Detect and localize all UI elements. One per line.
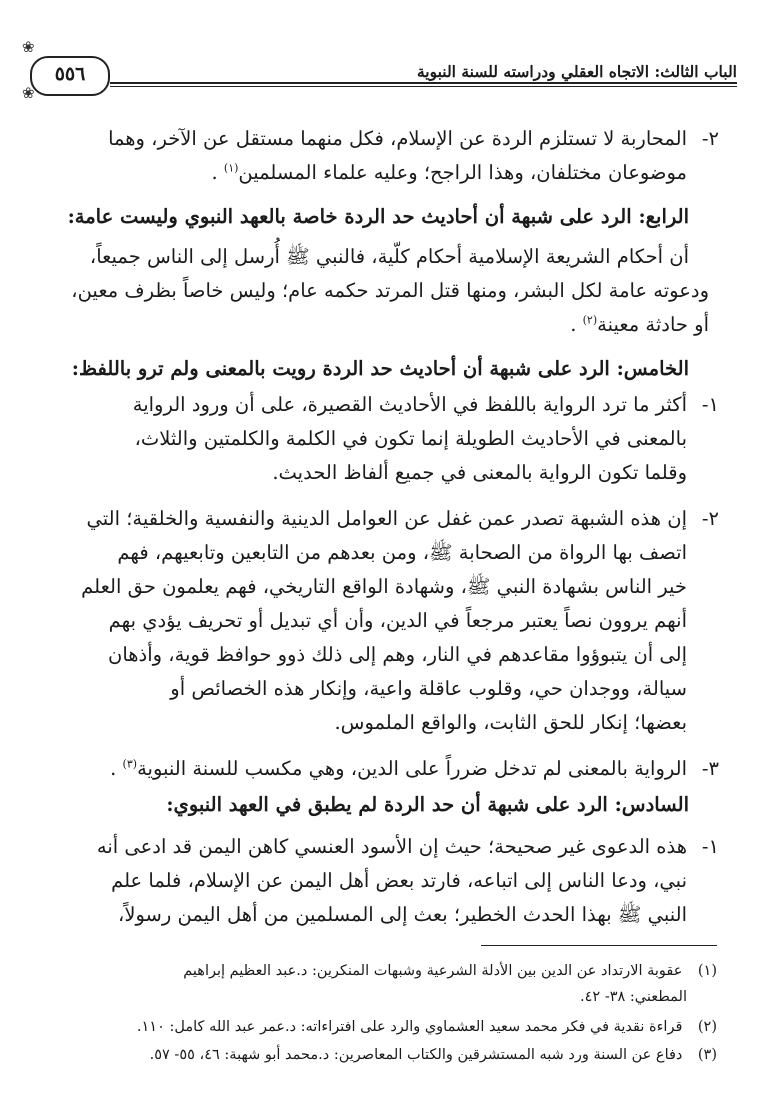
list-number: ١- bbox=[701, 393, 719, 416]
paragraph-line: بعضها؛ إنكار للحق الثابت، والواقع الملموس. bbox=[334, 711, 687, 734]
paragraph-line: النبي ﷺ بهذا الحدث الخطير؛ بعث إلى المسلمين من أهل اليمن رسولاً، bbox=[118, 903, 687, 926]
ornament-top-icon: ❀ bbox=[22, 38, 35, 56]
footnote-ref: (٢) bbox=[582, 313, 598, 327]
page-header bbox=[18, 38, 743, 102]
footnote-2: (٢) قراءة نقدية في فكر محمد سعيد العشماوي والرد على افتراءاته: د.عمر عبد الله كامل: ١١٠. bbox=[136, 1019, 717, 1035]
list-number: ٢- bbox=[701, 127, 719, 150]
paragraph-line: إن هذه الشبهة تصدر عمن غفل عن العوامل الدينية والنفسية والخلقية؛ التي bbox=[86, 507, 687, 530]
section-heading: الخامس: الرد على شبهة أن أحاديث حد الردة رويت بالمعنى ولم ترو باللفظ: bbox=[71, 357, 689, 380]
paragraph-line: أو حادثة معينة$^{(٢)}$ . bbox=[570, 313, 709, 336]
footnote-1: (١) عقوبة الارتداد عن الدين بين الأدلة الشرعية وشبهات المنكرين: د.عبد العظيم إبراهيم bbox=[183, 963, 717, 979]
paragraph-line: أن أحكام الشريعة الإسلامية أحكام كلّية، فالنبي ﷺ أُرسل إلى الناس جميعاً، bbox=[89, 245, 689, 268]
header-rule-thin bbox=[110, 86, 737, 87]
paragraph-line: ودعوته عامة لكل البشر، ومنها قتل المرتد حكمه عام؛ وليس خاصاً بظرف معين، bbox=[71, 279, 709, 302]
list-number: ٢- bbox=[701, 507, 719, 530]
list-number: ٣- bbox=[701, 757, 719, 780]
page-number-box bbox=[30, 56, 110, 96]
paragraph-line: أكثر ما ترد الرواية باللفظ في الأحاديث القصيرة، على أن ورود الرواية bbox=[132, 393, 687, 416]
footnote-ref: (٣) bbox=[122, 757, 138, 771]
paragraph-line: أنهم يروون نصاً يعتبر مرجعاً في الدين، وأن أي تبديل أو تحريف يؤدي بهم bbox=[108, 609, 687, 632]
paragraph-line: المحاربة لا تستلزم الردة عن الإسلام، فكل منهما مستقل عن الآخر، وهما bbox=[108, 127, 687, 150]
footnote-separator bbox=[481, 945, 717, 946]
ornament-bottom-icon: ❀ bbox=[22, 84, 35, 102]
list-number: ١- bbox=[701, 835, 719, 858]
chapter-title: الباب الثالث: الاتجاه العقلي ودراسته للسنة النبوية bbox=[416, 62, 737, 81]
paragraph-line: نبي، ودعا الناس إلى اتباعه، فارتد بعض أهل اليمن عن الإسلام، فلما علم bbox=[111, 869, 687, 892]
paragraph-line: سيالة، ووجدان حي، وقلوب عاقلة واعية، وإنكار هذه الخصائص أو bbox=[170, 677, 687, 700]
paragraph-line: خير الناس بشهادة النبي ﷺ، وشهادة الواقع التاريخي، فهم يعلمون حق العلم bbox=[81, 575, 687, 598]
paragraph-line: الرواية بالمعنى لم تدخل ضرراً على الدين، وهي مكسب للسنة النبوية$^{(٣)}$ . bbox=[110, 757, 687, 780]
paragraph-line: بالمعنى في الأحاديث الطويلة إنما تكون في الكلمة والكلمتين والثلاث، bbox=[134, 427, 687, 450]
paragraph-line: اتصف بها الرواة من الصحابة ﷺ، ومن بعدهم من التابعين وتابعيهم، فهم bbox=[117, 541, 687, 564]
section-heading: الرابع: الرد على شبهة أن أحاديث حد الردة خاصة بالعهد النبوي وليست عامة: bbox=[67, 205, 689, 228]
paragraph-line: هذه الدعوى غير صحيحة؛ حيث إن الأسود العنسي كاهن اليمن قد ادعى أنه bbox=[96, 835, 687, 858]
page-number: ٥٥٦ bbox=[54, 63, 86, 85]
paragraph-line: موضوعان مختلفان، وهذا الراجح؛ وعليه علماء المسلمين$^{(١)}$ . bbox=[211, 161, 687, 184]
paragraph-line: إلى أن يتبوؤوا مقاعدهم في النار، وهم إلى ذلك ذوو حوافظ قوية، وأذهان bbox=[108, 643, 687, 666]
footnote-1-cont: المطعني: ٣٨- ٤٢. bbox=[580, 989, 687, 1005]
footnote-ref: (١) bbox=[223, 161, 239, 175]
paragraph-line: وقلما تكون الرواية بالمعنى في جميع ألفاظ الحديث. bbox=[272, 461, 687, 484]
footnote-3: (٣) دفاع عن السنة ورد شبه المستشرقين والكتاب المعاصرين: د.محمد أبو شهبة: ٤٦، ٥٥- ٥٧. bbox=[149, 1047, 717, 1063]
header-rule bbox=[110, 82, 737, 84]
section-heading: السادس: الرد على شبهة أن حد الردة لم يطبق في العهد النبوي: bbox=[166, 793, 689, 816]
